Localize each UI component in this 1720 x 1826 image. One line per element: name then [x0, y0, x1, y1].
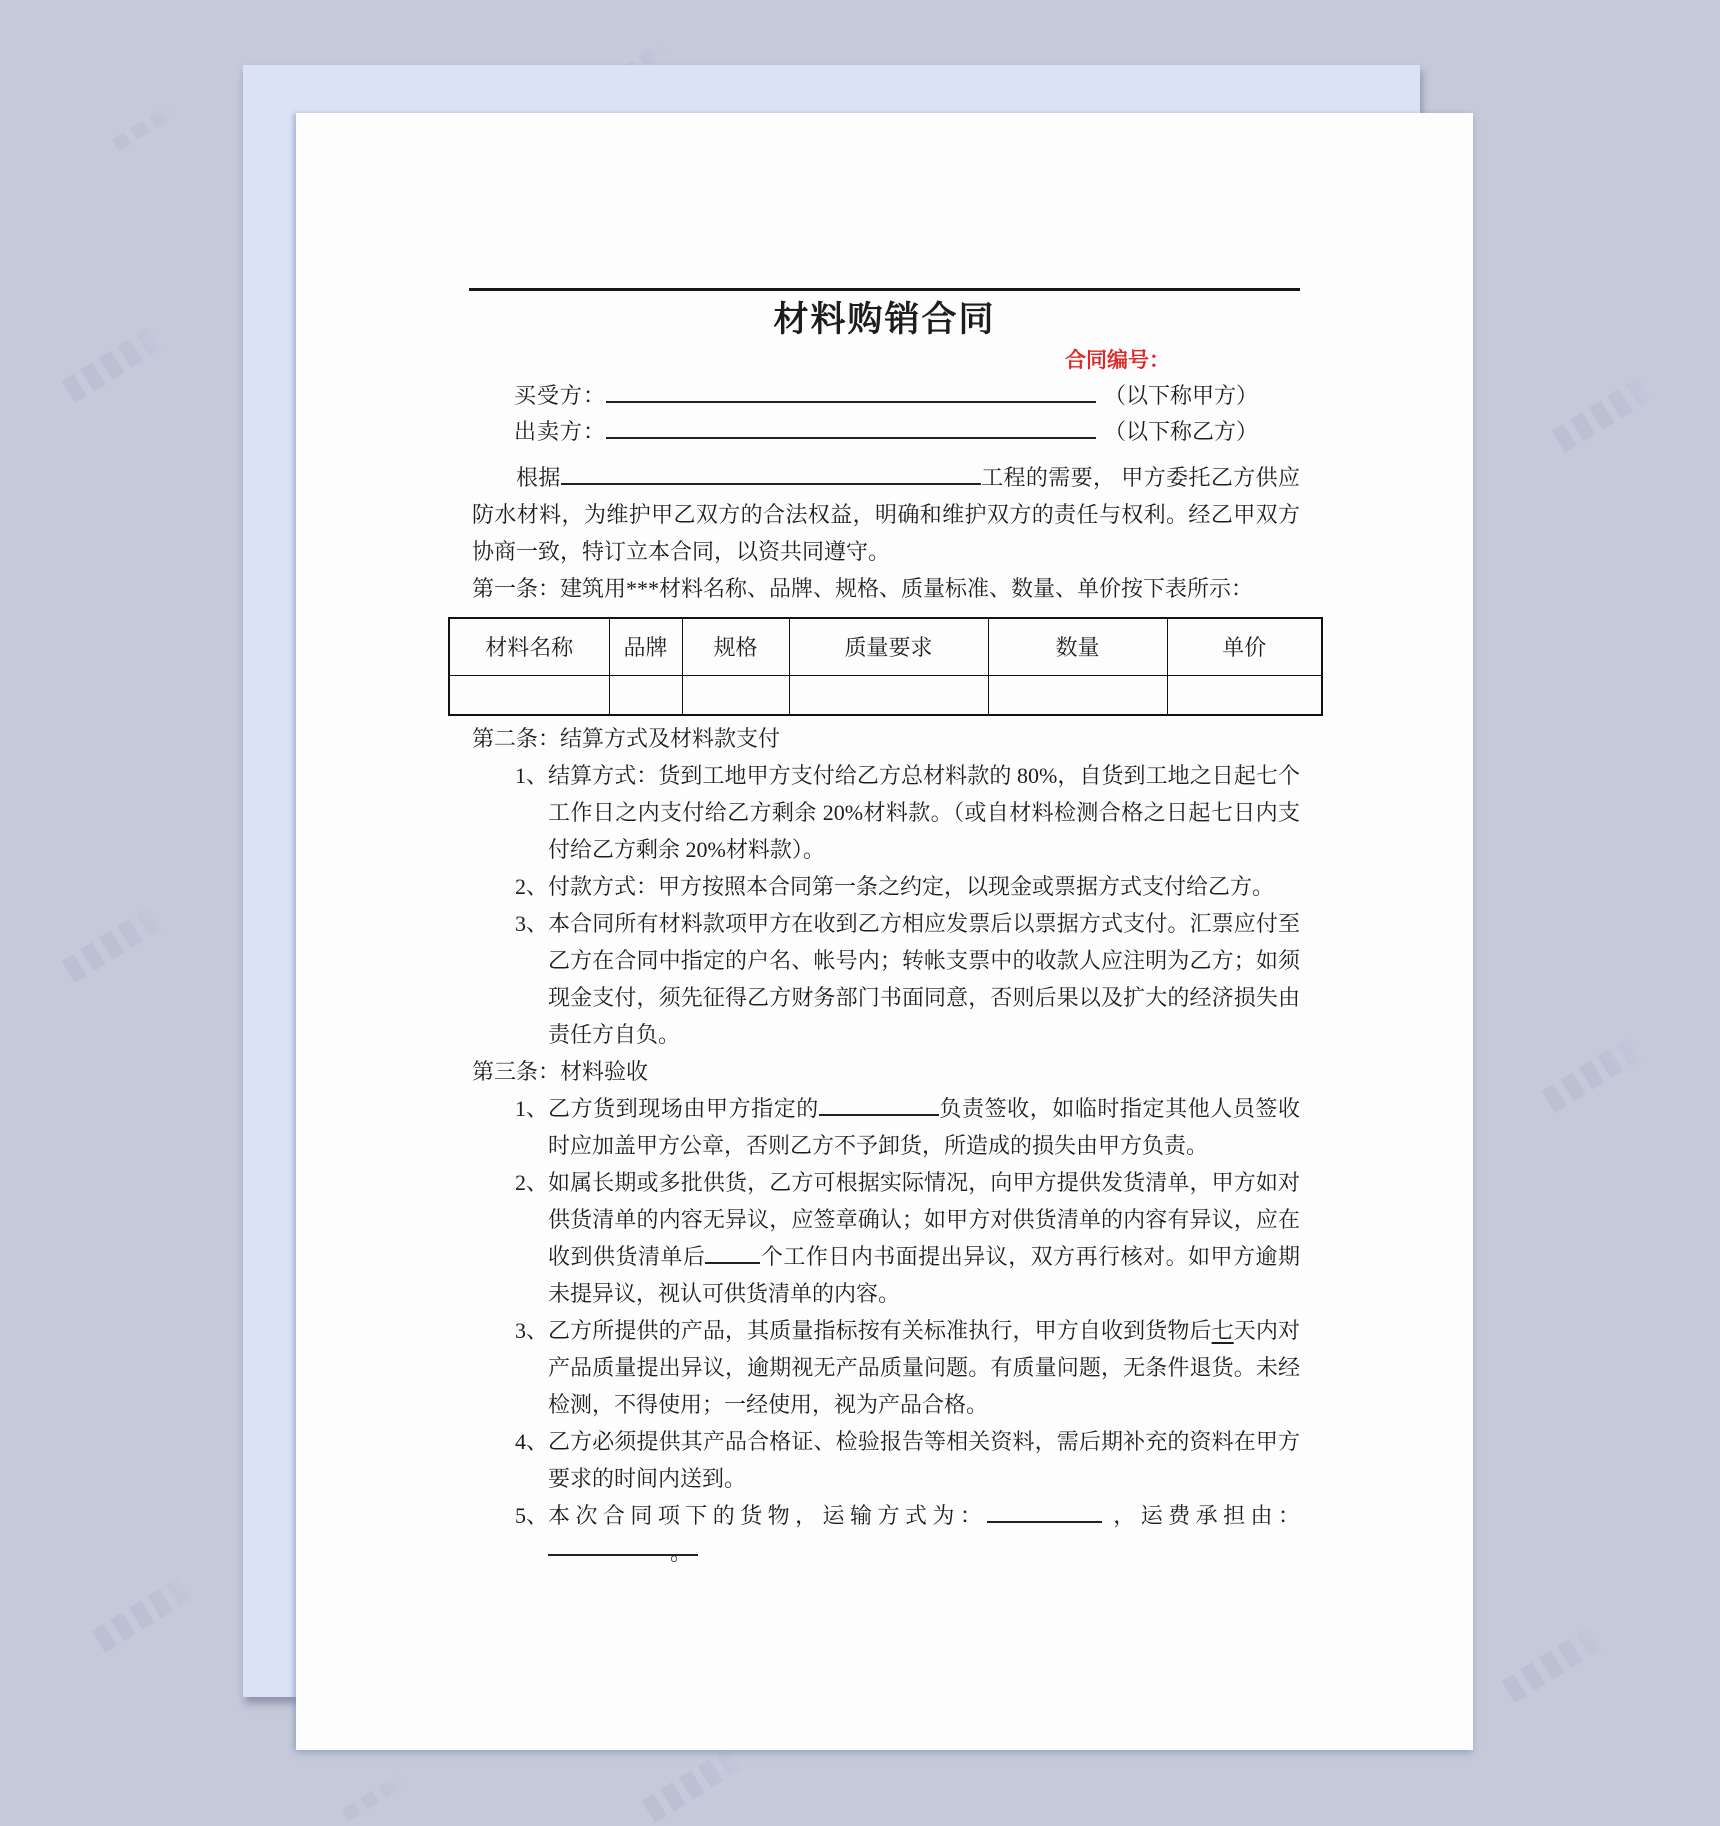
table-empty-row	[449, 676, 1322, 716]
item-text-pre: 乙方所提供的产品，其质量指标按有关标准执行，甲方自收到货物后	[548, 1318, 1212, 1343]
item-text-pre: 乙方货到现场由甲方指定的	[548, 1096, 819, 1121]
watermark-smudge	[1541, 1033, 1648, 1113]
buyer-blank-field	[606, 379, 1096, 403]
preamble-body: 工程的需要， 甲方委托乙方供应防水材料，为维护甲乙双方的合法权益，明确和维护双方的责任与权利。经乙甲双方协商一致，特订立本合同，以资共同遵守。	[472, 465, 1300, 564]
item-text	[548, 1164, 1300, 1312]
project-name-blank-field	[561, 461, 981, 485]
clause3-items	[515, 1090, 1300, 1571]
watermark-smudge	[91, 1573, 198, 1653]
cell-spec	[682, 676, 789, 716]
consignee-blank-field	[819, 1092, 939, 1116]
clause2-heading: 第二条：结算方式及材料款支付	[472, 726, 781, 751]
contract-number-label: 合同编号：	[1065, 348, 1170, 372]
clause3-item-3	[515, 1312, 1300, 1423]
item-text: 结算方式：货到工地甲方支付给乙方总材料款的 80%，自货到工地之日起七个工作日之内支付给乙方剩余 20%材料款。（或自材料检测合格之日起七日内支付给乙方剩余 20%材料款）。	[548, 763, 1300, 862]
item-text-pre: 本次合同项下的货物，运输方式为：	[548, 1503, 988, 1528]
cell-quantity	[988, 676, 1167, 716]
item-number: 2、	[515, 874, 549, 899]
item-text-post: 负责签收，如临时指定其他人员签收时应加盖甲方公章，否则乙方不予卸货，所造成的损失由甲方负责。	[548, 1096, 1300, 1158]
item-number: 3、	[515, 911, 549, 936]
table-header-row	[449, 618, 1322, 676]
end-punctuation: 。	[670, 1540, 693, 1565]
watermark-smudge	[61, 903, 168, 983]
title-divider-line	[469, 288, 1300, 291]
item-number: 1、	[515, 763, 549, 788]
item-text-post: 个工作日内书面提出异议，双方再行核对。如甲方逾期未提异议，视认可供货清单的内容。	[548, 1244, 1300, 1306]
seller-row	[296, 415, 1473, 447]
item-number: 3、	[515, 1318, 549, 1343]
transport-mode-blank-field	[987, 1499, 1102, 1523]
col-material-name: 材料名称	[449, 618, 609, 676]
cell-brand	[609, 676, 682, 716]
clause3-heading: 第三条：材料验收	[472, 1059, 649, 1084]
cell-material-name	[449, 676, 609, 716]
buyer-row	[296, 379, 1473, 411]
underlined-seven: 七	[1211, 1318, 1234, 1343]
cell-unit-price	[1167, 676, 1322, 716]
item-text-pre: 如属长期或多批供货，乙方可根据实际情况，向甲方提供发货清单，甲方如对供货清单的内容无异议，应签章确认；如甲方对供货清单的内容有异议，应在收到供货清单后	[548, 1170, 1300, 1269]
clause2-item-3	[515, 905, 1300, 1053]
clause3-item-1	[515, 1090, 1300, 1164]
clause2-item-2	[515, 868, 1300, 905]
item-text	[548, 1497, 1300, 1571]
col-spec: 规格	[682, 618, 789, 676]
seller-blank-field	[606, 415, 1096, 439]
item-text	[548, 1312, 1300, 1423]
watermark-smudge	[641, 1743, 748, 1823]
item-number: 2、	[515, 1170, 549, 1195]
watermark-smudge	[1501, 1623, 1608, 1703]
watermark-smudge	[112, 103, 179, 152]
preamble-lead: 根据	[516, 465, 561, 490]
col-quantity: 数量	[988, 618, 1167, 676]
seller-label: 出卖方：	[514, 419, 607, 444]
materials-table	[448, 617, 1323, 716]
clause2-item-1	[515, 757, 1300, 868]
clause3-item-5	[515, 1497, 1300, 1571]
buyer-suffix: （以下称甲方）	[1104, 383, 1259, 408]
seller-suffix: （以下称乙方）	[1104, 419, 1259, 444]
col-quality: 质量要求	[789, 618, 988, 676]
clause1-heading: 第一条：建筑用***材料名称、品牌、规格、质量标准、数量、单价按下表所示：	[472, 576, 1254, 601]
watermark-smudge	[1551, 373, 1658, 453]
col-unit-price: 单价	[1167, 618, 1322, 676]
item-number: 1、	[515, 1096, 549, 1121]
item-number: 4、	[515, 1429, 549, 1454]
clause3-item-2	[515, 1164, 1300, 1312]
freight-bearer-blank-field	[548, 1534, 698, 1565]
item-number: 5、	[515, 1503, 549, 1528]
working-days-blank-field	[705, 1240, 760, 1264]
item-text: 乙方必须提供其产品合格证、检验报告等相关资料，需后期补充的资料在甲方要求的时间内送到。	[548, 1429, 1300, 1491]
item-text: 本合同所有材料款项甲方在收到乙方相应发票后以票据方式支付。汇票应付至乙方在合同中指定的户名、帐号内；转帐支票中的收款人应注明为乙方；如须现金支付，须先征得乙方财务部门书面同意，否则后果以及扩大的经济损失由责任方自负。	[548, 911, 1300, 1047]
watermark-smudge	[61, 323, 168, 403]
item-text-mid: ，运费承担由：	[1102, 1503, 1300, 1528]
item-text	[548, 1090, 1300, 1164]
page-title: 材料购销合同	[773, 300, 996, 339]
item-text-post: 天内对产品质量提出异议，逾期视无产品质量问题。有质量问题，无条件退货。未经检测，不得使用；一经使用，视为产品合格。	[548, 1318, 1300, 1417]
contract-page	[296, 113, 1473, 1750]
clause2-items	[515, 757, 1300, 1053]
watermark-smudge	[342, 1773, 409, 1822]
preamble-paragraph	[472, 459, 1300, 570]
col-brand: 品牌	[609, 618, 682, 676]
buyer-label: 买受方：	[514, 383, 607, 408]
clause3-item-4	[515, 1423, 1300, 1497]
item-text: 付款方式：甲方按照本合同第一条之约定，以现金或票据方式支付给乙方。	[548, 874, 1275, 899]
cell-quality	[789, 676, 988, 716]
